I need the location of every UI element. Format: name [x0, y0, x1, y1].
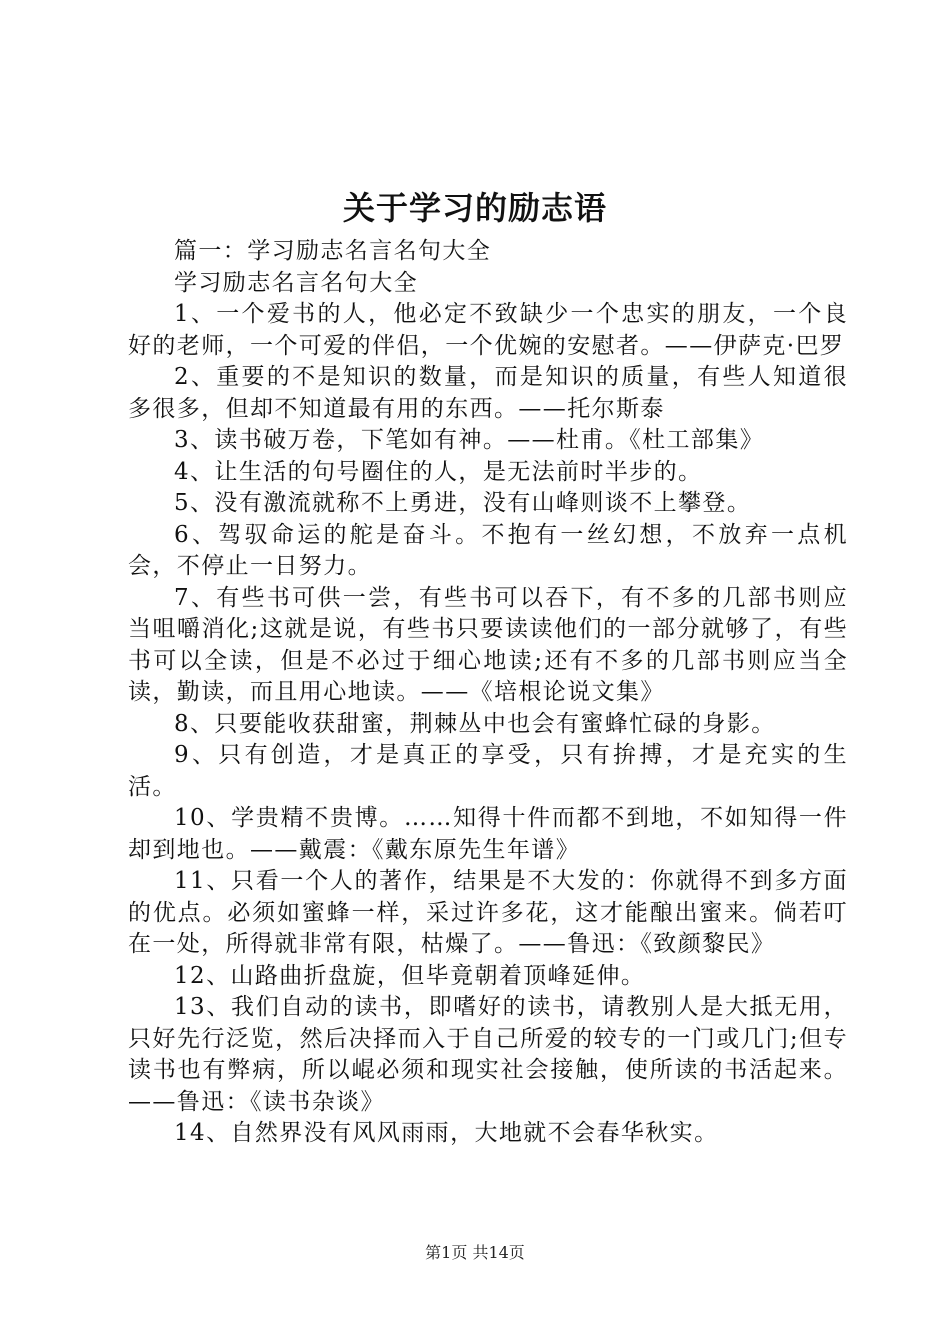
paragraph-quote-14: 14、自然界没有风风雨雨，大地就不会春华秋实。 — [174, 1120, 719, 1146]
paragraph-quote-12: 12、山路曲折盘旋，但毕竟朝着顶峰延伸。 — [174, 962, 646, 989]
paragraph-quote-9: 9、只有创造，才是真正的享受，只有拚搏，才是充实的生活。 — [128, 742, 848, 800]
document-body — [128, 236, 848, 1150]
document-title: 关于学习的励志语 — [342, 189, 607, 227]
paragraph-quote-7: 7、有些书可供一尝，有些书可以吞下，有不多的几部书则应当咀嚼消化;这就是说，有些书只要读读他们的一部分就够了，有些书可以全读，但是不必过于细心地读;还有不多的几部书则应当全读，勤读，而且用心地读。——《培根论说文集》 — [128, 584, 848, 705]
paragraph-quote-4: 4、让生活的句号圈住的人，是无法前时半步的。 — [174, 458, 703, 485]
paragraph-section-heading: 篇一：学习励志名言名句大全 — [174, 238, 492, 264]
paragraph-quote-1: 1、一个爱书的人，他必定不致缺少一个忠实的朋友，一个良好的老师，一个可爱的伴侣，一个优婉的安慰者。——伊萨克·巴罗 — [128, 301, 848, 359]
paragraph-quote-6: 6、驾驭命运的舵是奋斗。不抱有一丝幻想，不放弃一点机会，不停止一日努力。 — [128, 521, 848, 579]
paragraph-quote-10: 10、学贵精不贵博。……知得十件而都不到地，不如知得一件却到地也。——戴震：《戴东原先生年谱》 — [128, 805, 848, 863]
paragraph-subheading: 学习励志名言名句大全 — [174, 269, 418, 296]
page-number-footer: 第1页 共14页 — [425, 1243, 525, 1262]
paragraph-quote-5: 5、没有激流就称不上勇进，没有山峰则谈不上攀登。 — [174, 490, 752, 516]
paragraph-quote-13: 13、我们自动的读书，即嗜好的读书，请教别人是大抵无用，只好先行泛览，然后决择而入于自己所爱的较专的一门或几门;但专读书也有弊病，所以崐必须和现实社会接触，使所读的书活起来。——鲁迅：《读书杂谈》 — [128, 994, 848, 1115]
paragraph-quote-11: 11、只看一个人的著作，结果是不大发的：你就得不到多方面的优点。必须如蜜蜂一样，采过许多花，这才能酿出蜜来。倘若叮在一处，所得就非常有限，枯燥了。——鲁迅：《致颜黎民》 — [128, 868, 848, 957]
paragraph-quote-3: 3、读书破万卷，下笔如有神。——杜甫。《杜工部集》 — [174, 427, 765, 453]
paragraph-quote-2: 2、重要的不是知识的数量，而是知识的质量，有些人知道很多很多，但却不知道最有用的东西。——托尔斯泰 — [128, 364, 848, 422]
paragraph-quote-8: 8、只要能收获甜蜜，荆棘丛中也会有蜜蜂忙碌的身影。 — [174, 710, 776, 737]
